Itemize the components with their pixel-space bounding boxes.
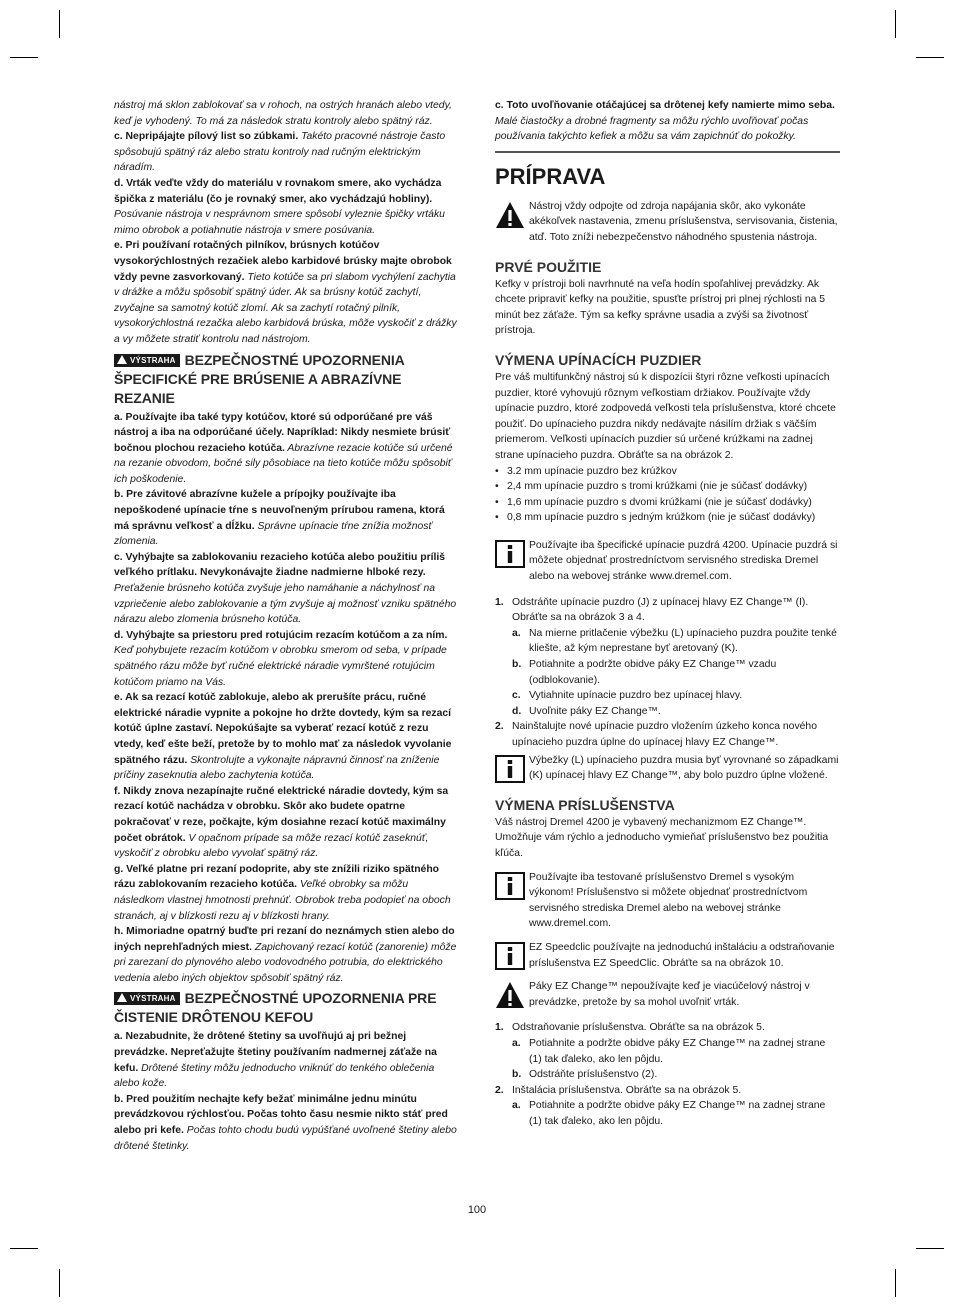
- paragraph: a. Používajte iba také typy kotúčov, ktoré sú odporúčané pre váš nástroj a iba na odporúčané účely. Napríklad: Nikdy nesmiete brúsiť bočnou plochou rezacieho kotúča. Abrazívne rezacie kotúče sú určené na rezanie obvodom, bočné sily pôsobiace na tieto kotúče môžu spôsobiť ich poškodenie.: [114, 411, 453, 485]
- list-item: • 2,4 mm upínacie puzdro s tromi krúžkami (nie je súčasť dodávky): [495, 479, 840, 495]
- paragraph: g. Veľké platne pri rezaní podoprite, aby ste znížili riziko spätného rázu zablokovaním rezacieho kotúča. Veľké obrobky sa môžu následkom vlastnej hmotnosti prehnúť. Obrobok treba podopieť na oboch stranách, aj v blízkosti rezu aj v blízkosti hrany.: [114, 863, 451, 922]
- crop-mark: [916, 1248, 944, 1249]
- list-item: b. Potiahnite a podržte obidve páky EZ Change™ vzadu (odblokovanie).: [512, 659, 777, 686]
- subsection-heading: PRVÉ POUŽITIE: [495, 258, 602, 275]
- list-item: a. Potiahnite a podržte obidve páky EZ Change™ na zadnej strane (1) tak ďaleko, ako len pôjdu.: [512, 1037, 826, 1065]
- note-text: EZ Speedclic používajte na jednoduchú inštaláciu a odstraňovanie príslušenstva EZ SpeedClic. Obráťte sa na obrázok 10.: [529, 941, 835, 969]
- list-item: d. Uvoľnite páky EZ Change™.: [512, 705, 661, 717]
- note-text: Používajte iba špecifické upínacie puzdrá 4200. Upínacie puzdrá si môžete objednať prostredníctvom servisného strediska Dremel alebo na webovej stránke www.dremel.com.: [529, 539, 838, 583]
- paragraph: c. Nepripájajte pílový list so zúbkami. Takéto pracovné nástroje často spôsobujú spätný ráz alebo stratu kontroly nad ručným elektrickým náradím.: [114, 131, 446, 174]
- crop-mark: [59, 1269, 60, 1297]
- warning-heading: VÝSTRAHA BEZPEČNOSTNÉ UPOZORNENIA ŠPECIFICKÉ PRE BRÚSENIE A ABRAZÍVNE REZANIE: [114, 351, 405, 406]
- paragraph: d. Vrták veďte vždy do materiálu v rovnakom smere, ako vychádza špička z materiálu (čo je rovnaký smer, ako vychádzajú hobliny).: [114, 177, 442, 205]
- subsection-heading: VÝMENA UPÍNACÍCH PUZDIER: [495, 351, 702, 368]
- list-item: c. Vytiahnite upínacie puzdro bez upínacej hlavy.: [512, 690, 743, 702]
- info-icon: [495, 540, 525, 568]
- section-title: PRÍPRAVA: [495, 163, 606, 189]
- list-item: a. Na mierne pritlačenie výbežku (L) upínacieho puzdra použite tenké kliešte, až kým neprestane byť aretovaný (K).: [512, 627, 837, 655]
- list-item: b. Odstráňte príslušenstvo (2).: [512, 1069, 658, 1081]
- paragraph: Pre váš multifunkčný nástroj sú k dispozícii štyri rôzne veľkosti upínacích puzdier, ktoré vyhovujú rôznym veľkostiam držiakov. Používajte vždy upínacie puzdro, ktoré zodpovedá veľkosti tela príslušenstva, ktoré chcete použiť. Do upínacieho puzdra nikdy nedávajte násilím držiak s väčším priemerom. Veľkosti upínacích puzdier sú určené krúžkami na zadnej strane upínacieho puzdra. Obráťte sa na obrázok 2.: [495, 371, 836, 461]
- warning-triangle-icon: [117, 993, 127, 1002]
- info-note: [495, 870, 840, 932]
- paragraph: c. Toto uvoľňovanie otáčajúcej sa drôtenej kefy namierte mimo seba. Malé čiastočky a drobné fragmenty sa môžu rýchlo uvoľňovať počas používania takýchto kefiek a môžu sa vám zapichnúť do pokožky.: [495, 100, 835, 143]
- paragraph: e. Pri používaní rotačných pilníkov, brúsnych kotúčov vysokorýchlostných rezačiek alebo karbidové brúsky majte obrobok vždy pevne zasvorkovaný. Tieto kotúče sa pri slabom vychýlení zachytia v drážke a môžu spôsobiť spätný úder. Ak sa brúsny kotúč zachytí, zvyčajne sa samotný kotúč zlomí. Ak sa zachytí rotačný pilník, vysokorýchlostná rezačka alebo karbidová brúska, môže vyskočiť z drážky a vy môžete stratiť kontrolu nad nástrojom.: [114, 240, 457, 345]
- paragraph: b. Pre závitové abrazívne kužele a prípojky používajte iba nepoškodené upínacie tŕne s neuvoľneným prírubou ramena, ktorá má správnu veľkosť a dĺžku. Správne upínacie tŕne znížia možnosť zlomenia.: [114, 489, 445, 548]
- note-text: Páky EZ Change™ nepoužívajte keď je viacúčelový nástroj v prevádzke, pretože by sa mohol uvoľniť vrták.: [529, 981, 810, 1008]
- info-note: [495, 753, 840, 784]
- list-item: • 1,6 mm upínacie puzdro s dvomi krúžkami (nie je súčasť dodávky): [495, 495, 840, 511]
- list-item: 1. Odstraňovanie príslušenstva. Obráťte sa na obrázok 5.: [495, 1022, 765, 1034]
- paragraph: a. Nezabudnite, že drôtené štetiny sa uvoľňujú aj pri bežnej prevádzke. Nepreťažujte štetiny používaním nadmernej záťaže na kefu. Drôtené štetiny môžu jednoducho vniknúť do tenkého oblečenia alebo kože.: [114, 1031, 437, 1090]
- list-item: • 3.2 mm upínacie puzdro bez krúžkov: [495, 464, 840, 480]
- page-number: 100: [467, 1204, 487, 1216]
- list-item: • 0,8 mm upínacie puzdro s jedným krúžkom (nie je súčasť dodávky): [495, 510, 840, 526]
- crop-mark: [10, 1248, 38, 1249]
- note-text: Výbežky (L) upínacieho puzdra musia byť vyrovnané so západkami (K) upínacej hlavy EZ Change™, aby bolo puzdro úplne vložené.: [529, 754, 839, 782]
- paragraph: Posúvanie nástroja v nesprávnom smere spôsobí vyleznie špičky vrtáku mimo obrobok a potiahnutie nástroja v smere posúvania.: [114, 209, 445, 236]
- crop-mark: [59, 10, 60, 38]
- list-item: 1. Odstráňte upínacie puzdro (J) z upínacej hlavy EZ Change™ (I). Obráťte sa na obrázok 3 a 4.: [495, 596, 809, 624]
- warning-note: [495, 979, 840, 1010]
- section-divider: [495, 151, 840, 153]
- note-text: Používajte iba testované príslušenstvo Dremel s vysokým výkonom! Príslušenstvo si môžete objednať prostredníctvom servisného strediska Dremel alebo na webovej stránke www.dremel.com.: [529, 871, 808, 930]
- paragraph: f. Nikdy znova nezapínajte ručné elektrické náradie dovtedy, kým sa rezací kotúč nachádza v obrobku. Skôr ako budete opatrne pokračovať v reze, počkajte, kým dosiahne rezací kotúč maximálny počet obrátok. V opačnom prípade sa môže rezací kotúč zaseknúť, vyskočiť z obrobku alebo vyvolať spätný ráz.: [114, 785, 449, 860]
- warning-triangle-icon: [495, 981, 525, 1009]
- crop-mark: [895, 10, 896, 38]
- left-column: [114, 98, 460, 1154]
- paragraph: h. Mimoriadne opatrný buďte pri rezaní do neznámych stien alebo do iných neprehľadných miest. Zapichovaný rezací kotúč (zanorenie) môže pri zarezaní do plynového alebo vodovodného potrubia, do elektrického vedenia alebo iných objektov spôsobiť spätný ráz.: [114, 926, 457, 984]
- paragraph: Kefky v prístroji boli navrhnuté na veľa hodín spoľahlivej prevádzky. Ak chcete pripraviť kefky na použitie, spusťte prístroj pri plnej rýchlosti na 5 minút bez záťaže. Tým sa kefky správne usadia a zvýši sa životnosť prístroja.: [495, 278, 826, 337]
- warning-note: [495, 199, 840, 246]
- paragraph: e. Ak sa rezací kotúč zablokuje, alebo ak prerušíte prácu, ručné elektrické náradie vypnite a pokojne ho držte dovtedy, kým sa rezací kotúč úplne zastaví. Nepokúšajte sa vyberať rezací kotúč z rezu vtedy, keď ešte beží, pretože by to mohlo mať za následok vyvolanie spätného rázu. Skontrolujte a vykonajte nápravnú činnosť na zníženie príčiny zaseknutia alebo zachytenia kotúča.: [114, 692, 452, 782]
- subsection-heading: VÝMENA PRÍSLUŠENSTVA: [495, 796, 675, 813]
- paragraph: c. Vyhýbajte sa zablokovaniu rezacieho kotúča alebo použitiu príliš veľkého prítlaku. Nevykonávajte žiadne nadmierne hlboké rezy. Preťaženie brúsneho kotúča zvyšuje jeho namáhanie a náchylnosť na vzpriečenie alebo zablokovanie a tým zvyšuje aj možnosť vzniku spätného nárazu alebo zlomenia brúsneho kotúča.: [114, 551, 457, 626]
- info-note: [495, 940, 840, 971]
- list-item: 2. Inštalácia príslušenstva. Obráťte sa na obrázok 5.: [495, 1084, 742, 1096]
- list-item: a. Potiahnite a podržte obidve páky EZ Change™ na zadnej strane (1) tak ďaleko, ako len pôjdu.: [512, 1100, 826, 1127]
- warning-heading: VÝSTRAHA BEZPEČNOSTNÉ UPOZORNENIA PRE ČISTENIE DRÔTENOU KEFOU: [114, 990, 437, 1026]
- info-icon: [495, 872, 525, 900]
- info-icon: [495, 755, 525, 783]
- right-column: [495, 98, 840, 1129]
- warning-badge: VÝSTRAHA: [114, 354, 180, 367]
- warning-triangle-icon: [117, 355, 127, 364]
- warning-badge: VÝSTRAHA: [114, 992, 180, 1005]
- warning-triangle-icon: [495, 201, 525, 229]
- crop-mark: [916, 57, 944, 58]
- paragraph: b. Pred použitím nechajte kefy bežať minimálne jednu minútu prevádzkovou rýchlosťou. Počas tohto času nesmie nikto stáť pred alebo pri kefe. Počas tohto chodu budú vypúšťané uvoľnené štetiny alebo drôtené štetinky.: [114, 1093, 457, 1152]
- crop-mark: [10, 57, 38, 58]
- paragraph: nástroj má sklon zablokovať sa v rohoch, na ostrých hranách alebo vtedy, keď je vyhodený. To má za následok stratu kontroly alebo spätný ráz.: [114, 100, 452, 127]
- paragraph: d. Vyhýbajte sa priestoru pred rotujúcim rezacím kotúčom a za ním. Keď pohybujete rezacím kotúčom v obrobku smerom od seba, v prípade spätného rázu môže byť ručné elektrické náradie vymrštené rotujúcim kotúčom priamo na Vás.: [114, 629, 448, 688]
- paragraph: Váš nástroj Dremel 4200 je vybavený mechanizmom EZ Change™. Umožňuje vám rýchlo a jednoducho vymieňať príslušenstvo bez použitia kľúča.: [495, 816, 829, 859]
- list-item: 2. Nainštalujte nové upínacie puzdro vložením úzkeho konca nového upínacieho puzdra úplne do upínacej hlavy EZ Change™.: [495, 721, 817, 748]
- info-note: [495, 538, 840, 585]
- note-text: Nástroj vždy odpojte od zdroja napájania skôr, ako vykonáte akékoľvek nastavenia, zmenu príslušenstva, servisovania, čistenia, atď. Toto zníži nebezpečenstvo náhodného spustenia nástroja.: [529, 200, 838, 243]
- info-icon: [495, 942, 525, 970]
- crop-mark: [895, 1269, 896, 1297]
